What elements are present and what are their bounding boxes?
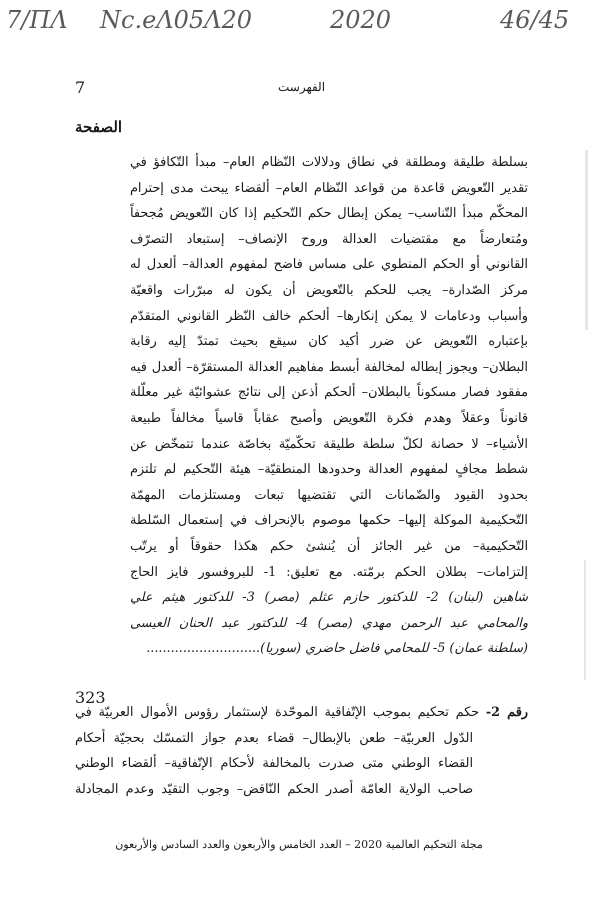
text-line: المحكّم مبدأ التّناسب– يمكن إبطال حكم التّحكيم إذا كان التّعويض مُجحفاً <box>130 206 528 222</box>
scan-mark <box>584 560 586 680</box>
text-line: البطلان– ويجوز إبطاله لمخالفة أبسط مفاهيم العدالة المستقرّة– ألعدل فيه <box>130 359 528 375</box>
commentary-line: (سلطنة عمان) 5- للمحامي فاضل حاضري (سوريا)............................ <box>146 641 528 657</box>
page-number: 7 <box>75 78 86 97</box>
text-line: إلتزامات– بطلان الحكم برمّته. مع تعليق: 1- للبروفسور فايز الحاج <box>130 564 528 580</box>
page-reference: 323 <box>75 688 106 707</box>
text-line: الدّول العربيّة– طعن بالإبطال– قضاء بعدم جواز التمسّك بحجيّة أحكام <box>75 730 473 746</box>
text-line: التّحكيمية الموكلة إليها– حكمها موصوم بالإنحراف في إستعمال السّلطة <box>130 513 528 529</box>
entry-first-line-text: حكم تحكيم بموجب الإتّفاقية الموحّدة لإستثمار رؤوس الأموال العربيّة في <box>75 705 480 720</box>
text-line: قانوناً وعقلاً وهدم فكرة التّعويض وأصبح عقاباً قاسياً مخالفاً طبيعة <box>130 410 528 426</box>
index-entry-text <box>130 150 528 662</box>
text-line: القانوني أو الحكم المنطوي على مساس فاضح لمفهوم العدالة– ألعدل له <box>130 257 528 273</box>
text-line: القضاء الوطني متى صدرت بالمخالفة لأحكام الإتّفاقية– ألقضاء الوطني <box>75 756 473 772</box>
text-line: تقدير التّعويض قاعدة من قواعد النّظام العام– ألقضاء يبحث مدى إحترام <box>130 180 528 196</box>
text-line: التّحكيمية– من غير الجائز أن يُنشئ حكم هكذا حقوقاً أو يرتّب <box>130 538 528 554</box>
text-line: بسلطة طليقة ومطلقة في نطاق ودلالات النّظام العام– مبدأ التّكافؤ في <box>130 155 528 170</box>
page-column-header: الصفحة <box>75 118 123 136</box>
text-line: صاحب الولاية العامّة أصدر الحكم النّاقض– وجوب التقيّد وعدم المجادلة <box>75 781 473 797</box>
handwritten-issue: 46/45 <box>500 6 570 34</box>
index-title: الفهرست <box>278 80 326 94</box>
handwritten-year: 2020 <box>330 6 392 34</box>
text-line: وأسباب ودعامات لا يمكن إنكارها– ألحكم خالف النّظر القانوني المتقدّم <box>130 308 528 324</box>
text-line: الأشياء– لا حصانة لكلّ سلطة طليقة تحكّميّة بخاصّة عندما تتمخّض عن <box>130 436 528 452</box>
commentary-line: شاهين (لبنان) 2- للدكتور حازم عثلم (مصر) 3- للدكتور هيثم علي <box>130 590 528 606</box>
index-entry-2 <box>75 700 528 802</box>
commentary-line: والمحامي عبد الرحمن مهدي (مصر) 4- للدكتور عبد الحنان العيسى <box>130 615 528 631</box>
journal-footer: مجلة التحكيم العالمية 2020 – العدد الخامس والأربعون والعدد السادس والأربعون <box>115 838 483 851</box>
handwritten-reference: Nc.eΛ05Λ20 <box>100 6 253 34</box>
text-line: بإعتباره التّعويض عن ضرر أكيد كان سيقع بحيث تمتدّ إليه رقابة <box>130 334 528 350</box>
handwritten-note: 7/ΠΛ <box>6 6 68 34</box>
text-line: مركز الصّدارة– يجب للحكم بالتّعويض أن يكون له مبرّرات واقعيّة <box>130 282 528 298</box>
bleed-through-text <box>418 6 568 24</box>
entry-first-line <box>75 700 528 726</box>
text-line: شطط مجافٍ لمفهوم العدالة وحدودها المنطقيّة– هيئة التّحكيم لم تلتزم <box>130 462 528 478</box>
scan-mark <box>585 150 588 330</box>
text-line: ومُتعارضاً مع مقتضيات العدالة وروح الإنصاف– إستبعاد التصرّف <box>130 231 528 247</box>
entry-number-label: رقم 2- <box>485 705 528 720</box>
text-line: مفقود فصار مسكوناً بالبطلان– ألحكم أذعن إلى نتائج عشوائيّة غير معلّلة <box>130 385 528 401</box>
text-line: بحدود القيود والضّمانات التي تقتضيها تبعات ومستلزمات المهمّة <box>130 487 528 503</box>
